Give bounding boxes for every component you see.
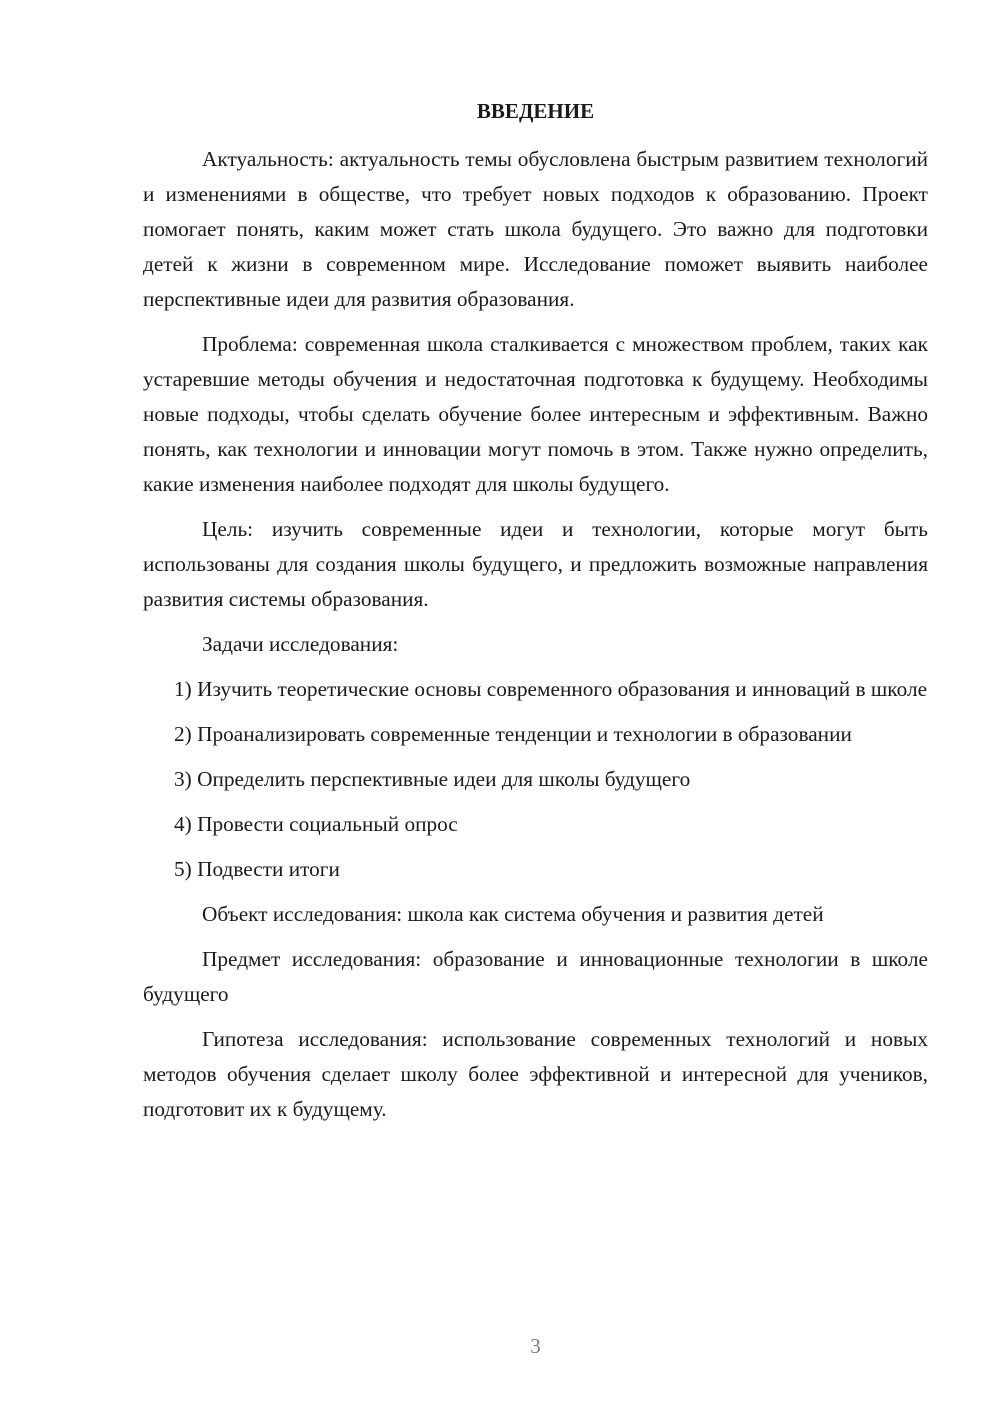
relevance-paragraph: Актуальность: актуальность темы обусловлена быстрым развитием технологий и изменениями в обществе, что требует новых подходов к образованию. Проект помогает понять, каким может стать школа будущего. Это важно для подготовки детей к жизни в современном мире. Исследование поможет выявить наиболее перспективные идеи для развития образования. [143,147,928,311]
task-item: 3) Определить перспективные идеи для школы будущего [174,767,691,791]
object-paragraph: Объект исследования: школа как система обучения и развития детей [202,902,824,926]
goal-paragraph: Цель: изучить современные идеи и технологии, которые могут быть использованы для создания школы будущего, и предложить возможные направления развития системы образования. [143,517,928,611]
page-heading: ВВЕДЕНИЕ [476,99,595,123]
hypothesis-paragraph: Гипотеза исследования: использование современных технологий и новых методов обучения сделает школу более эффективной и интересной для учеников, подготовит их к будущему. [143,1027,928,1121]
task-item: 2) Проанализировать современные тенденции и технологии в образовании [174,722,852,746]
task-item: 5) Подвести итоги [174,857,340,881]
tasks-heading: Задачи исследования: [202,632,399,656]
task-item: 4) Провести социальный опрос [174,812,458,836]
document-body [143,142,928,1137]
task-item: 1) Изучить теоретические основы современного образования и инноваций в школе [174,677,928,701]
problem-paragraph: Проблема: современная школа сталкивается с множеством проблем, таких как устаревшие методы обучения и недостаточная подготовка к будущему. Необходимы новые подходы, чтобы сделать обучение более интересным и эффективным. Важно понять, как технологии и инновации могут помочь в этом. Также нужно определить, какие изменения наиболее подходят для школы будущего. [143,332,928,496]
subject-paragraph: Предмет исследования: образование и инновационные технологии в школе будущего [143,947,928,1006]
page-number: 3 [530,1334,541,1358]
